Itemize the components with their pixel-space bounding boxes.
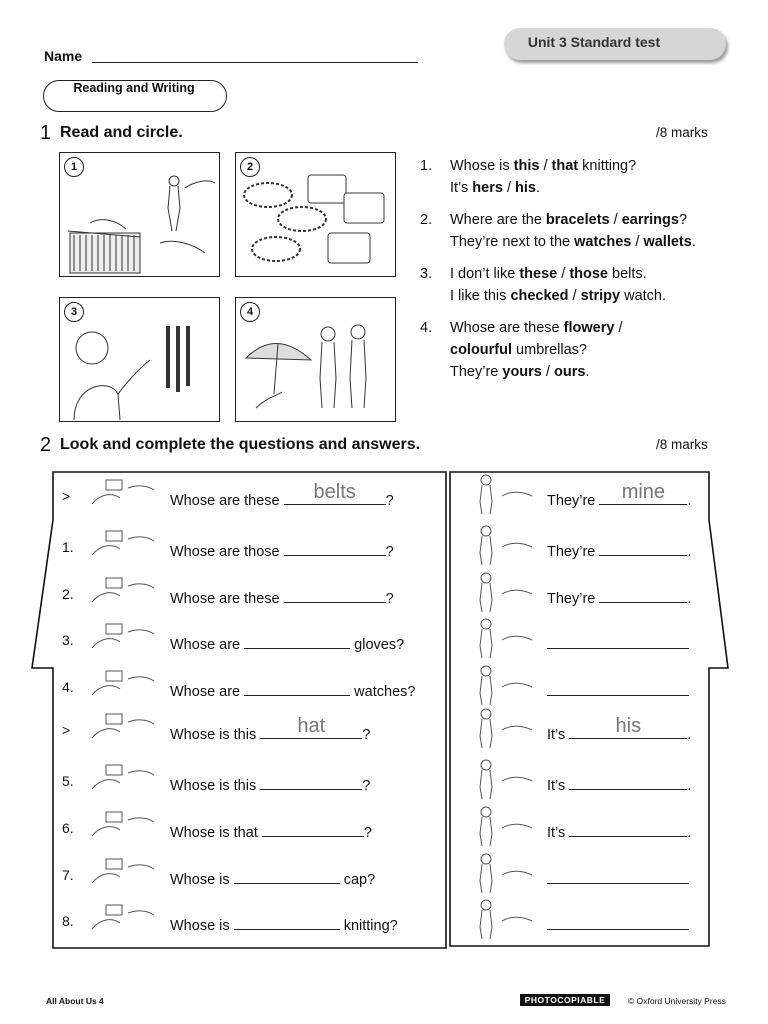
question-3: 3. I don’t like these / those belts. I like this checked / stripy watch. [420, 266, 667, 304]
question-line: Whose are these flowery / [450, 320, 623, 336]
question-suffix: knitting? [339, 918, 398, 934]
answer-line[interactable] [547, 695, 689, 696]
question-text [170, 481, 394, 509]
answer-suffix: . [687, 727, 692, 743]
photocopiable-badge: PHOTOCOPIABLE [520, 994, 610, 1006]
answer-prefix: They’re [547, 493, 600, 509]
question-prefix: Whose is this [170, 778, 261, 794]
question-line: Where are the bracelets / earrings? [450, 212, 688, 228]
question-answer-blank[interactable] [234, 913, 340, 930]
answer-text [547, 539, 691, 560]
picture-number: 2 [240, 157, 260, 177]
question-text [170, 913, 398, 934]
answer-suffix: . [687, 493, 692, 509]
question-suffix: ? [385, 591, 394, 607]
row-number: > [62, 722, 71, 738]
question-prefix: Whose is that [170, 825, 262, 841]
name-label: Name [44, 48, 83, 64]
ex1-marks: /8 marks [656, 125, 708, 140]
question-suffix: watches? [350, 684, 416, 700]
question-prefix: Whose are these [170, 591, 284, 607]
answer-blank[interactable] [599, 586, 687, 603]
question-1: 1. Whose is this / that knitting? It’s hers / his. [420, 158, 637, 196]
row-picture [86, 708, 158, 748]
answer-picture [466, 570, 536, 614]
answer-suffix: . [687, 825, 692, 841]
answer-prefix: It’s [547, 778, 570, 794]
answer-text [547, 481, 692, 509]
ex1-title: Read and circle. [60, 124, 183, 141]
row-picture [86, 525, 158, 565]
question-line: Whose is this / that knitting? [450, 158, 637, 174]
question-answer-blank[interactable] [284, 539, 386, 556]
answer-line[interactable] [547, 883, 689, 884]
row-picture [86, 665, 158, 705]
question-text [170, 539, 394, 560]
question-text [170, 679, 415, 700]
answer-prefix: They’re [547, 591, 600, 607]
question-answer-blank[interactable] [284, 481, 386, 505]
question-4: 4. Whose are these flowery / colourful umbrellas? They’re yours / ours. [420, 320, 623, 380]
answer-text [547, 820, 691, 841]
answer-blank[interactable] [569, 773, 687, 790]
question-text [170, 632, 404, 653]
question-suffix: ? [385, 493, 394, 509]
question-answer-blank[interactable] [262, 820, 364, 837]
question-text [170, 715, 371, 743]
question-suffix: cap? [339, 872, 376, 888]
question-suffix: ? [363, 825, 372, 841]
picture-number: 3 [64, 302, 84, 322]
question-prefix: Whose is [170, 918, 234, 934]
answer-prefix: It’s [547, 825, 570, 841]
answer-line: They’re next to the watches / wallets. [450, 234, 696, 250]
ex1-number: 1 [40, 122, 52, 144]
question-text [170, 773, 370, 794]
answer-picture [466, 804, 536, 848]
row-number: 8. [62, 913, 74, 929]
question-answer-blank[interactable] [260, 715, 362, 739]
question-prefix: Whose is this [170, 727, 261, 743]
answer-suffix: . [687, 544, 692, 560]
question-prefix: Whose are [170, 637, 245, 653]
row-number: 1. [62, 539, 74, 555]
row-picture [86, 759, 158, 799]
answer-text [547, 773, 691, 794]
row-number: 5. [62, 773, 74, 789]
row-picture [86, 853, 158, 893]
answer-picture [466, 706, 536, 750]
question-answer-blank[interactable] [244, 632, 350, 649]
answer-suffix: . [687, 591, 692, 607]
answer-picture [466, 851, 536, 895]
footer-book-title: All About Us 4 [46, 996, 104, 1006]
row-number: 7. [62, 867, 74, 883]
answer-line[interactable] [547, 648, 689, 649]
answer-line: They’re yours / ours. [450, 364, 590, 380]
row-picture [86, 806, 158, 846]
test-title: Unit 3 Standard test [527, 34, 661, 50]
question-text [170, 867, 375, 888]
filled-answer: his [615, 715, 642, 737]
answer-line: It’s hers / his. [450, 180, 541, 196]
row-picture [86, 572, 158, 612]
ex2-title: Look and complete the questions and answers. [60, 436, 421, 453]
answer-picture [466, 523, 536, 567]
question-text [170, 820, 372, 841]
row-number: 2. [62, 586, 74, 602]
question-line: I don’t like these / those belts. [450, 266, 647, 282]
question-suffix: ? [362, 727, 371, 743]
answer-picture [466, 472, 536, 516]
row-number: 3. [62, 632, 74, 648]
answer-blank[interactable] [569, 820, 687, 837]
answer-text [547, 586, 691, 607]
question-prefix: Whose are those [170, 544, 284, 560]
filled-answer: mine [621, 481, 666, 503]
answer-picture [466, 757, 536, 801]
answer-line[interactable] [547, 929, 689, 930]
row-number: > [62, 488, 71, 504]
answer-text [547, 715, 692, 743]
question-suffix: ? [362, 778, 371, 794]
question-line-2: colourful umbrellas? [450, 342, 587, 358]
answer-picture [466, 663, 536, 707]
ex2-marks: /8 marks [656, 437, 708, 452]
question-2: 2. Where are the bracelets / earrings? They’re next to the watches / wallets. [420, 212, 696, 250]
answer-line: I like this checked / stripy watch. [450, 288, 667, 304]
answer-prefix: It’s [547, 727, 570, 743]
question-suffix: ? [385, 544, 394, 560]
section-label: Reading and Writing [73, 81, 195, 95]
row-picture [86, 899, 158, 939]
answer-picture [466, 897, 536, 941]
row-number: 6. [62, 820, 74, 836]
answer-blank[interactable] [599, 481, 687, 505]
answer-prefix: They’re [547, 544, 600, 560]
picture-number: 4 [240, 302, 260, 322]
question-answer-blank[interactable] [260, 773, 362, 790]
question-prefix: Whose are [170, 684, 245, 700]
row-number: 4. [62, 679, 74, 695]
question-answer-blank[interactable] [284, 586, 386, 603]
question-prefix: Whose is [170, 872, 234, 888]
picture-number: 1 [64, 157, 84, 177]
question-answer-blank[interactable] [234, 867, 340, 884]
question-suffix: gloves? [350, 637, 405, 653]
answer-blank[interactable] [569, 715, 687, 739]
footer-copyright: © Oxford University Press [628, 996, 726, 1006]
row-picture [86, 474, 158, 514]
answer-blank[interactable] [599, 539, 687, 556]
filled-answer: hat [297, 715, 326, 737]
answer-suffix: . [687, 778, 692, 794]
ex2-number: 2 [40, 434, 52, 456]
answer-picture [466, 616, 536, 660]
filled-answer: belts [313, 481, 356, 503]
row-picture [86, 618, 158, 658]
question-prefix: Whose are these [170, 493, 284, 509]
question-answer-blank[interactable] [244, 679, 350, 696]
question-text [170, 586, 394, 607]
